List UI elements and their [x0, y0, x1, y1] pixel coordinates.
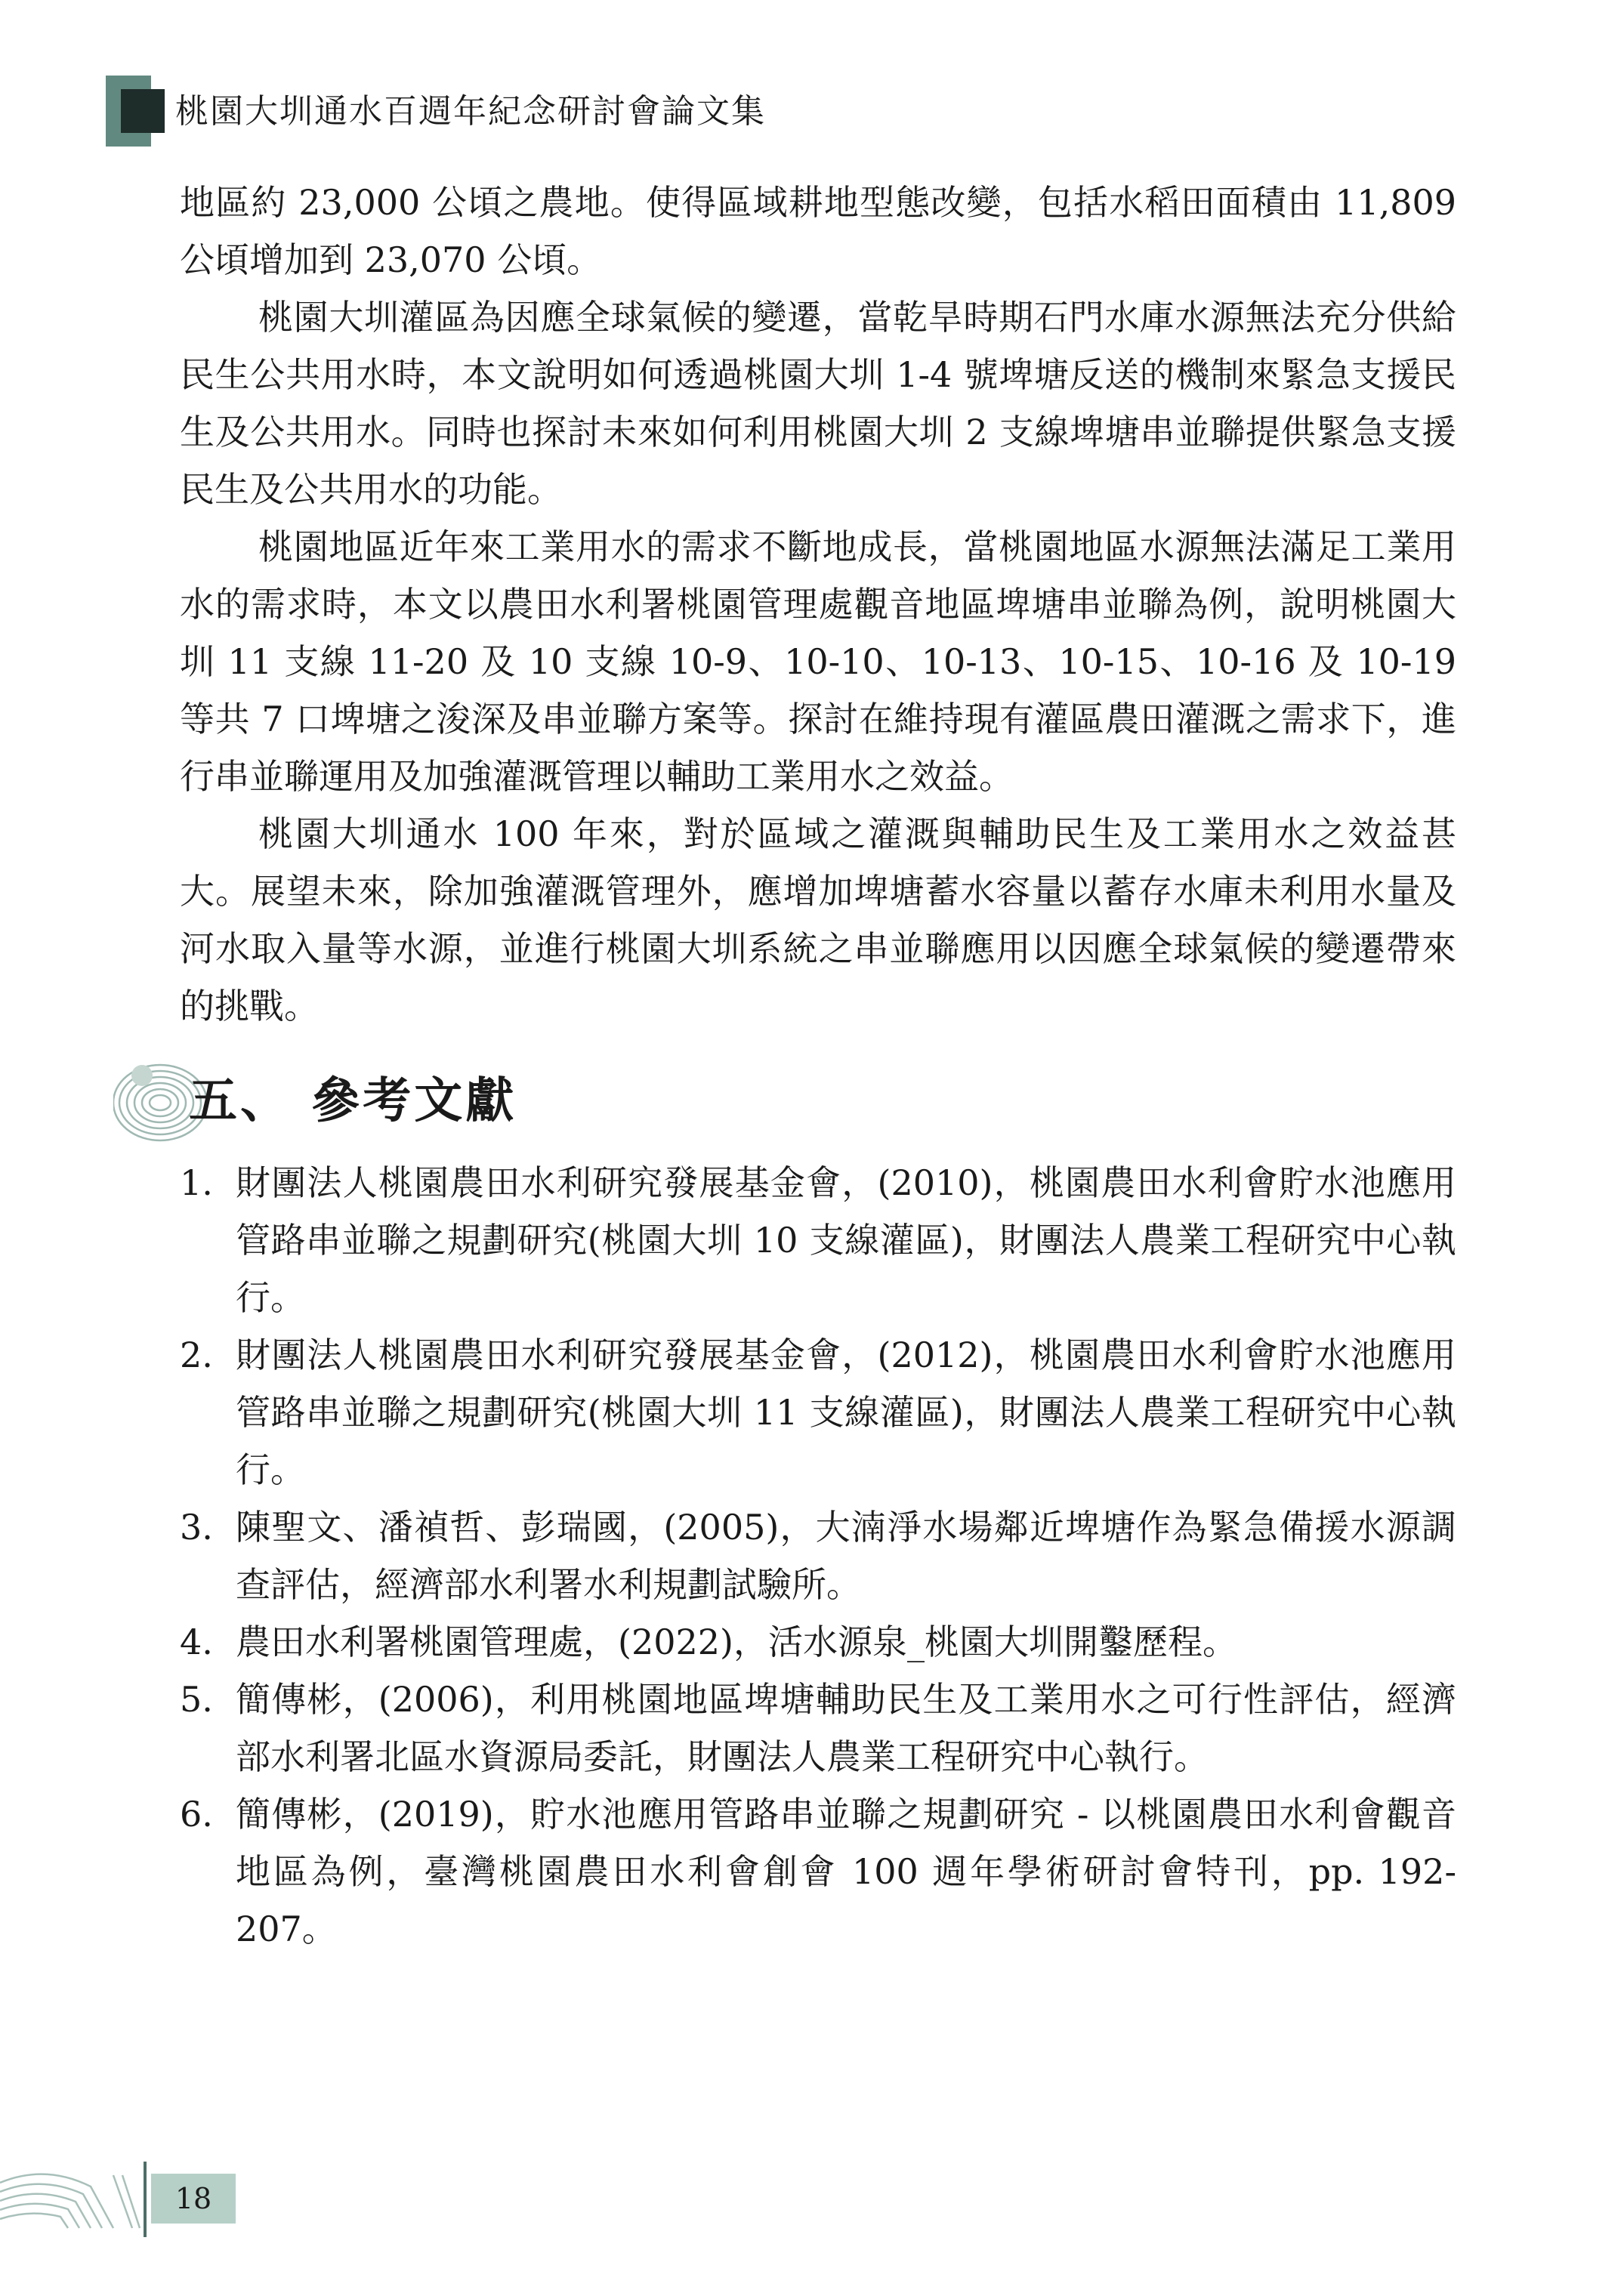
reference-text: 財團法人桃園農田水利研究發展基金會，(2012)，桃園農田水利會貯水池應用管路串並聯之規劃研究(桃園大圳 11 支線灌區)，財團法人農業工程研究中心執行。 — [236, 1335, 1456, 1490]
reference-text: 農田水利署桃園管理處，(2022)，活水源泉_桃園大圳開鑿歷程。 — [236, 1622, 1237, 1662]
reference-number: 5. — [180, 1679, 213, 1720]
paragraph-continuation: 地區約 23,000 公頃之農地。使得區域耕地型態改變，包括水稻田面積由 11,809 公頃增加到 23,070 公頃。 — [180, 182, 1456, 280]
reference-text: 簡傳彬，(2006)，利用桃園地區埤塘輔助民生及工業用水之可行性評估，經濟部水利署北區水資源局委託，財團法人農業工程研究中心執行。 — [236, 1679, 1456, 1777]
paragraph: 桃園大圳灌區為因應全球氣候的變遷，當乾旱時期石門水庫水源無法充分供給民生公共用水時，本文說明如何透過桃園大圳 1-4 號埤塘反送的機制來緊急支援民生及公共用水。同時也探討未來如何利用桃園大圳 2 支線埤塘串並聯提供緊急支援民生及公共用水的功能。 — [180, 297, 1456, 510]
footer-divider — [144, 2162, 147, 2237]
reference-number: 2. — [180, 1335, 213, 1375]
reference-number: 6. — [180, 1794, 213, 1835]
reference-number: 3. — [180, 1507, 213, 1548]
page-number-box — [151, 2174, 236, 2224]
reference-item — [180, 1613, 1456, 1671]
reference-number: 1. — [180, 1162, 213, 1203]
paragraph: 桃園大圳通水 100 年來，對於區域之灌溉與輔助民生及工業用水之效益甚大。展望未來，除加強灌溉管理外，應增加埤塘蓄水容量以蓄存水庫未利用水量及河水取入量等水源，並進行桃園大圳系統之串並聯應用以因應全球氣候的變遷帶來的挑戰。 — [180, 813, 1456, 1026]
reference-item — [180, 1498, 1456, 1613]
paragraph: 桃園地區近年來工業用水的需求不斷地成長，當桃園地區水源無法滿足工業用水的需求時，本文以農田水利署桃園管理處觀音地區埤塘串並聯為例，說明桃園大圳 11 支線 11-20 及 10 支線 10-9、10-10、10-13、10-15、10-16 及 10-19 等共 7 口埤塘之浚深及串並聯方案等。探討在維持現有灌區農田灌溉之需求下，進行串並聯運用及加強灌溉管理以輔助工業用水之效益。 — [180, 526, 1456, 797]
reference-list — [180, 1154, 1456, 1958]
section-title: 五、 參考文獻 — [189, 1072, 517, 1129]
header-accent-dark — [121, 89, 165, 133]
running-title: 桃園大圳通水百週年紀念研討會論文集 — [175, 92, 766, 131]
reference-number: 4. — [180, 1622, 213, 1662]
reference-item — [180, 1326, 1456, 1498]
page-number: 18 — [174, 2182, 212, 2215]
reference-item — [180, 1154, 1456, 1326]
reference-item — [180, 1785, 1456, 1958]
reference-item — [180, 1671, 1456, 1785]
reference-text: 陳聖文、潘禎哲、彭瑞國，(2005)，大湳淨水場鄰近埤塘作為緊急備援水源調查評估，經濟部水利署水利規劃試驗所。 — [236, 1507, 1456, 1605]
section-heading — [113, 1050, 657, 1156]
reference-text: 簡傳彬，(2019)，貯水池應用管路串並聯之規劃研究 - 以桃園農田水利會觀音地區為例，臺灣桃園農田水利會創會 100 週年學術研討會特刊，pp. 192-207。 — [236, 1794, 1456, 1949]
reference-text: 財團法人桃園農田水利研究發展基金會，(2010)，桃園農田水利會貯水池應用管路串並聯之規劃研究(桃園大圳 10 支線灌區)，財團法人農業工程研究中心執行。 — [236, 1162, 1456, 1318]
body-text — [180, 174, 1456, 1035]
footer-wave-ornament-icon — [0, 2168, 144, 2236]
